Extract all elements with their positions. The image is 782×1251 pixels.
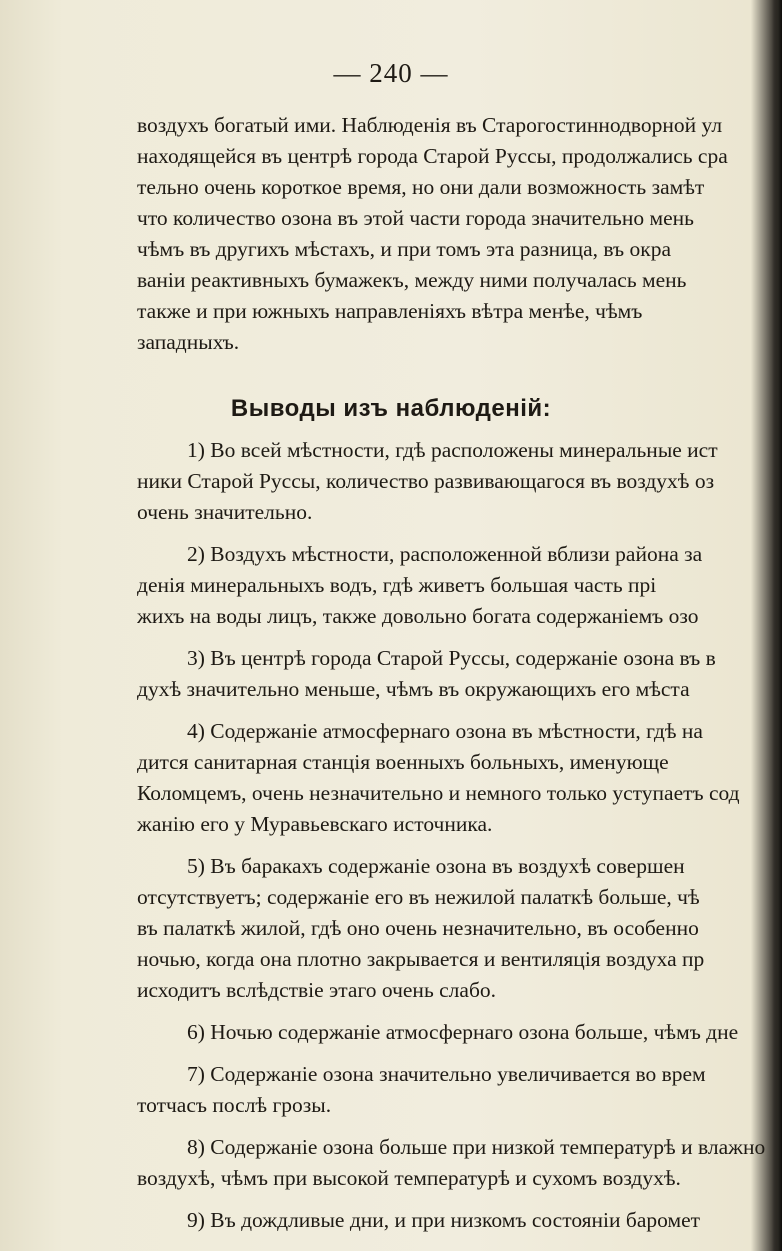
conclusion-line: 6) Ночью содержаніе атмосфернаго озона больше, чѣмъ дне [187, 1020, 739, 1044]
conclusion-line: жанію его у Муравьевскаго источника. [137, 812, 493, 836]
paragraph-line: тельно очень короткое время, но они дали возможность замѣт [137, 175, 705, 199]
conclusion-line: 9) Въ дождливые дни, и при низкомъ состояніи баромет [187, 1208, 701, 1232]
conclusion-line: отсутствуетъ; содержаніе его въ нежилой палаткѣ больше, чѣ [137, 885, 700, 909]
conclusion-line: 3) Въ центрѣ города Старой Руссы, содержаніе озона въ в [187, 646, 716, 670]
conclusion-line: Коломцемъ, очень незначительно и немного только уступаетъ сод [137, 781, 740, 805]
conclusion-line: исходитъ вслѣдствіе этаго очень слабо. [137, 978, 497, 1002]
conclusion-item-8 [137, 1132, 782, 1194]
paragraph-line: воздухъ богатый ими. Наблюденія въ Старогостиннодворной ул [137, 113, 723, 137]
conclusion-line: денія минеральныхъ водъ, гдѣ живетъ большая часть прі [137, 573, 657, 597]
paragraph-line: западныхъ. [137, 330, 240, 354]
conclusion-item-2 [137, 539, 782, 632]
conclusion-line: 7) Содержаніе озона значительно увеличивается во врем [187, 1062, 706, 1086]
paragraph-line: что количество озона въ этой части города значительно мень [137, 206, 694, 230]
conclusion-line: ники Старой Руссы, количество развивающагося въ воздухѣ оз [137, 469, 715, 493]
conclusion-line: 2) Воздухъ мѣстности, расположенной вблизи района за [187, 542, 703, 566]
conclusion-item-1 [137, 435, 782, 528]
conclusion-line: 1) Во всей мѣстности, гдѣ расположены минеральные ист [187, 438, 718, 462]
conclusion-item-4 [137, 716, 782, 840]
conclusion-line: 4) Содержаніе атмосфернаго озона въ мѣстности, гдѣ на [187, 719, 703, 743]
intro-paragraph [137, 110, 782, 358]
conclusion-line: 5) Въ баракахъ содержаніе озона въ воздухѣ совершен [187, 854, 685, 878]
conclusion-item-3 [137, 643, 782, 705]
conclusion-line: воздухѣ, чѣмъ при высокой температурѣ и сухомъ воздухѣ. [137, 1166, 681, 1190]
binding-gutter [772, 0, 782, 1251]
conclusion-item-5 [137, 851, 782, 1006]
paragraph-line: находящейся въ центрѣ города Старой Руссы, продолжались сра [137, 144, 728, 168]
conclusion-line: жихъ на воды лицъ, также довольно богата содержаніемъ озо [137, 604, 699, 628]
conclusion-item-7 [137, 1059, 782, 1121]
conclusion-line: тотчасъ послѣ грозы. [137, 1093, 332, 1117]
section-heading: Выводы изъ наблюденій: [230, 395, 552, 422]
paragraph-line: чѣмъ въ другихъ мѣстахъ, и при томъ эта разница, въ окра [137, 237, 671, 261]
paragraph-line: ваніи реактивныхъ бумажекъ, между ними получалась мень [137, 268, 687, 292]
conclusion-line: ночью, когда она плотно закрывается и вентиляція воздуха пр [137, 947, 705, 971]
conclusion-line: очень значительно. [137, 500, 313, 524]
conclusion-line: 8) Содержаніе озона больше при низкой температурѣ и влажно [187, 1135, 766, 1159]
conclusion-item-9 [137, 1205, 782, 1236]
conclusion-line: духѣ значительно меньше, чѣмъ въ окружающихъ его мѣста [137, 677, 690, 701]
conclusion-line: дится санитарная станція военныхъ больныхъ, именующе [137, 750, 669, 774]
conclusions-list [137, 435, 782, 1247]
conclusion-line: въ палаткѣ жилой, гдѣ оно очень незначительно, въ особенно [137, 916, 699, 940]
conclusion-item-6 [137, 1017, 782, 1048]
page-number: — 240 — [333, 58, 449, 88]
paragraph-line: также и при южныхъ направленіяхъ вѣтра менѣе, чѣмъ [137, 299, 643, 323]
